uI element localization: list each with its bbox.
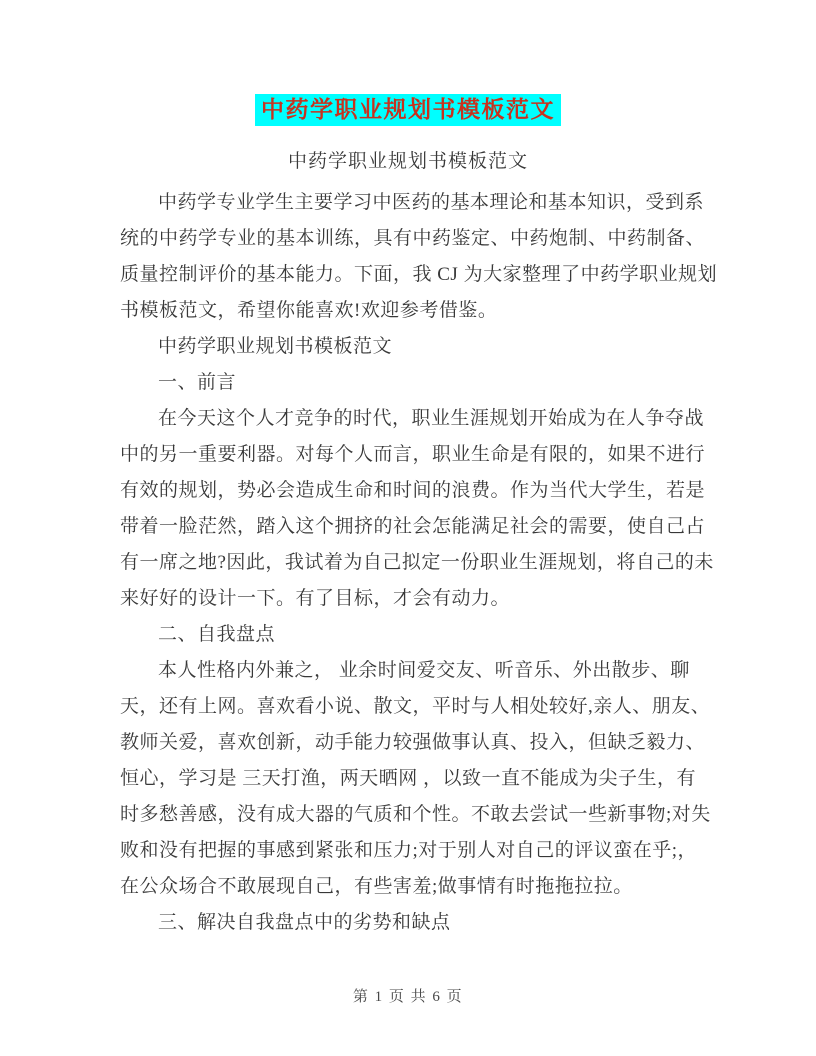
- text-line: 质量控制评价的基本能力。下面，我 CJ 为大家整理了中药学职业规划: [120, 264, 718, 285]
- text-line: 中的另一重要利器。对每个人而言，职业生命是有限的，如果不进行: [120, 444, 706, 465]
- section-heading: 一、前言: [158, 372, 237, 393]
- document-title-highlighted: 中药学职业规划书模板范文: [255, 94, 561, 126]
- section-heading: 二、自我盘点: [158, 624, 276, 645]
- document-body: [120, 185, 746, 941]
- text-line: 败和没有把握的事感到紧张和压力;对于别人对自己的评议蛮在乎;，: [120, 840, 698, 861]
- section-heading: 三、解决自我盘点中的劣势和缺点: [158, 912, 451, 933]
- text-line: 有效的规划，势必会造成生命和时间的浪费。作为当代大学生，若是: [120, 480, 706, 501]
- page-number-footer: 第 1 页 共 6 页: [352, 989, 464, 1005]
- text-line: 在今天这个人才竞争的时代，职业生涯规划开始成为在人争夺战: [158, 408, 705, 429]
- text-line: 时多愁善感，没有成大器的气质和个性。不敢去尝试一些新事物;对失: [120, 804, 711, 825]
- text-line: 本人性格内外兼之， 业余时间爱交友、听音乐、外出散步、聊: [158, 660, 690, 681]
- document-subtitle: 中药学职业规划书模板范文: [287, 151, 528, 172]
- text-line: 来好好的设计一下。有了目标，才会有动力。: [120, 588, 511, 609]
- text-line: 在公众场合不敢展现自己，有些害羞;做事情有时拖拖拉拉。: [120, 876, 633, 897]
- text-line: 带着一脸茫然，踏入这个拥挤的社会怎能满足社会的需要，使自己占: [120, 516, 706, 537]
- text-line: 统的中药学专业的基本训练，具有中药鉴定、中药炮制、中药制备、: [120, 228, 706, 249]
- text-line: 教师关爱，喜欢创新，动手能力较强做事认真、投入，但缺乏毅力、: [120, 732, 706, 753]
- text-line: 天，还有上网。喜欢看小说、散文，平时与人相处较好,亲人、朋友、: [120, 696, 711, 717]
- text-line: 中药学职业规划书模板范文: [158, 336, 393, 357]
- title-row: [0, 0, 816, 126]
- text-line: 有一席之地?因此，我试着为自己拟定一份职业生涯规划，将自己的未: [120, 552, 714, 573]
- text-line: 恒心，学习是 三天打渔，两天晒网 ，以致一直不能成为尖子生，有: [120, 768, 697, 789]
- text-line: 中药学专业学生主要学习中医药的基本理论和基本知识，受到系: [158, 192, 705, 213]
- text-line: 书模板范文，希望你能喜欢!欢迎参考借鉴。: [120, 300, 498, 321]
